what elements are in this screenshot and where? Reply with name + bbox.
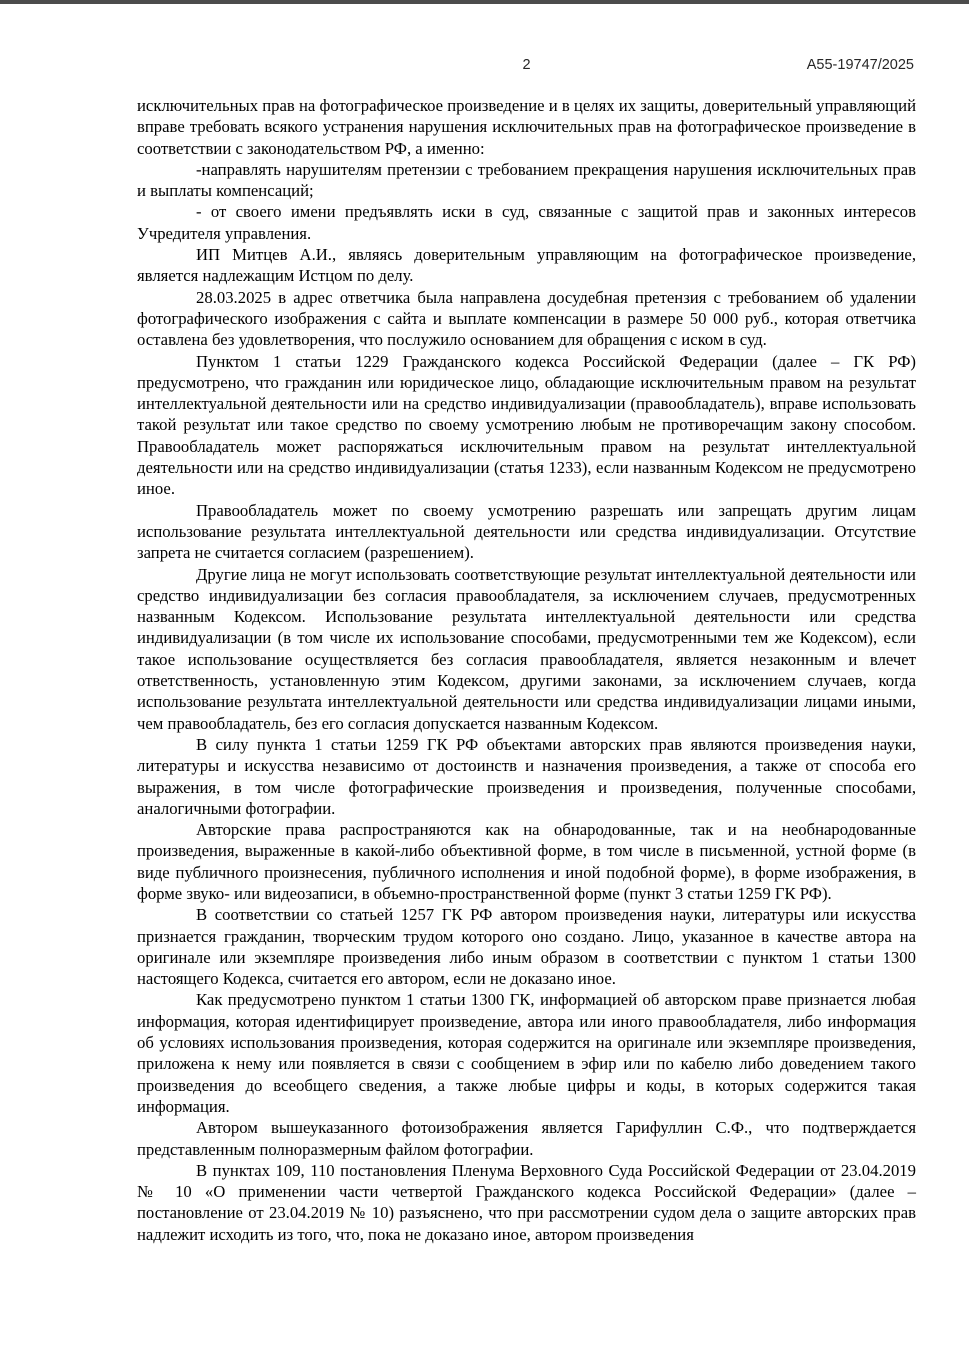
paragraph: В пунктах 109, 110 постановления Пленума Верховного Суда Российской Федерации от 23.04.2019 № 10 «О применении части четвертой Гражданского кодекса Российской Федерации» (далее – постановление от 23.04.2019 № 10) разъяснено, что при рассмотрении судом дела о защите авторских прав надлежит исходить из того, что, пока не доказано иное, автором произведения: [137, 1160, 916, 1244]
paragraph: Правообладатель может по своему усмотрению разрешать или запрещать другим лицам использование результата интеллектуальной деятельности или средства индивидуализации. Отсутствие запрета не считается согласием (разрешением).: [137, 500, 916, 563]
document-body: [137, 95, 916, 1245]
paragraph: -направлять нарушителям претензии с требованием прекращения нарушения исключительных прав и выплаты компенсаций;: [137, 159, 916, 201]
case-number: А55-19747/2025: [806, 57, 914, 73]
paragraph: ИП Митцев А.И., являясь доверительным управляющим на фотографическое произведение, является надлежащим Истцом по делу.: [137, 245, 916, 286]
paragraph: исключительных прав на фотографическое произведение и в целях их защиты, доверительный управляющий вправе требовать всякого устранения нарушения исключительных прав на фотографическое произведение в соответствии с законодательством РФ, а именно:: [137, 96, 916, 158]
page-header: [137, 57, 916, 74]
paragraph: В силу пункта 1 статьи 1259 ГК РФ объектами авторских прав являются произведения науки, литературы и искусства независимо от достоинств и назначения произведения, а также от способа его выражения, в том числе фотографические произведения и произведения, полученные способами, аналогичными фотографии.: [137, 734, 916, 818]
paragraph: Другие лица не могут использовать соответствующие результат интеллектуальной деятельности или средство индивидуализации без согласия правообладателя, за исключением случаев, предусмотренных названным Кодексом. Использование результата интеллектуальной деятельности или средства индивидуализации (в том числе их использование способами, предусмотренными тем же Кодексом), если такое использование осуществляется без согласия правообладателя, является незаконным и влечет ответственность, установленную этим Кодексом, другими законами, за исключением случаев, когда использование результата интеллектуальной деятельности или средства индивидуализации лицами иными, чем правообладатель, без его согласия допускается названным Кодексом.: [137, 564, 916, 733]
paragraph: Пунктом 1 статьи 1229 Гражданского кодекса Российской Федерации (далее – ГК РФ) предусмотрено, что гражданин или юридическое лицо, обладающие исключительным правом на результат интеллектуальной деятельности или на средство индивидуализации (правообладатель), вправе использовать такой результат или такое средство по своему усмотрению любым не противоречащим закону способом. Правообладатель может распоряжаться исключительным правом на результат интеллектуальной деятельности или на средство индивидуализации (статья 1233), если названным Кодексом не предусмотрено иное.: [137, 351, 916, 499]
page-top-border: [0, 0, 969, 4]
paragraph: Авторские права распространяются как на обнародованные, так и на необнародованные произведения, выраженные в какой-либо объективной форме, в том числе в письменной, устной форме (в виде публичного произнесения, публичного исполнения и иной подобной форме), в форме изображения, в форме звуко- или видеозаписи, в объемно-пространственной форме (пункт 3 статьи 1259 ГК РФ).: [137, 820, 916, 903]
paragraph: Как предусмотрено пунктом 1 статьи 1300 ГК, информацией об авторском праве признается любая информация, которая идентифицирует произведение, автора или иного правообладателя, либо информация об условиях использования произведения, которая содержится на оригинале или экземпляре произведения, приложена к нему или появляется в связи с сообщением в эфир или по кабелю либо доведением такого произведения до всеобщего сведения, а также любые цифры и коды, в которых содержится такая информация.: [137, 990, 916, 1116]
paragraph: - от своего имени предъявлять иски в суд, связанные с защитой прав и законных интересов Учредителя управления.: [137, 202, 916, 243]
paragraph: Автором вышеуказанного фотоизображения является Гарифуллин С.Ф., что подтверждается представленным полноразмерным файлом фотографии.: [137, 1118, 916, 1159]
paragraph: В соответствии со статьей 1257 ГК РФ автором произведения науки, литературы или искусства признается гражданин, творческим трудом которого оно создано. Лицо, указанное в качестве автора на оригинале или экземпляре произведения либо иным образом в соответствии с пунктом 1 статьи 1300 настоящего Кодекса, считается его автором, если не доказано иное.: [137, 905, 916, 989]
paragraph: 28.03.2025 в адрес ответчика была направлена досудебная претензия с требованием об удалении фотографического изображения с сайта и выплате компенсации в размере 50 000 руб., которая ответчика оставлена без удовлетворения, что послужило основанием для обращения с иском в суд.: [137, 287, 916, 350]
page-number: 2: [522, 57, 531, 73]
